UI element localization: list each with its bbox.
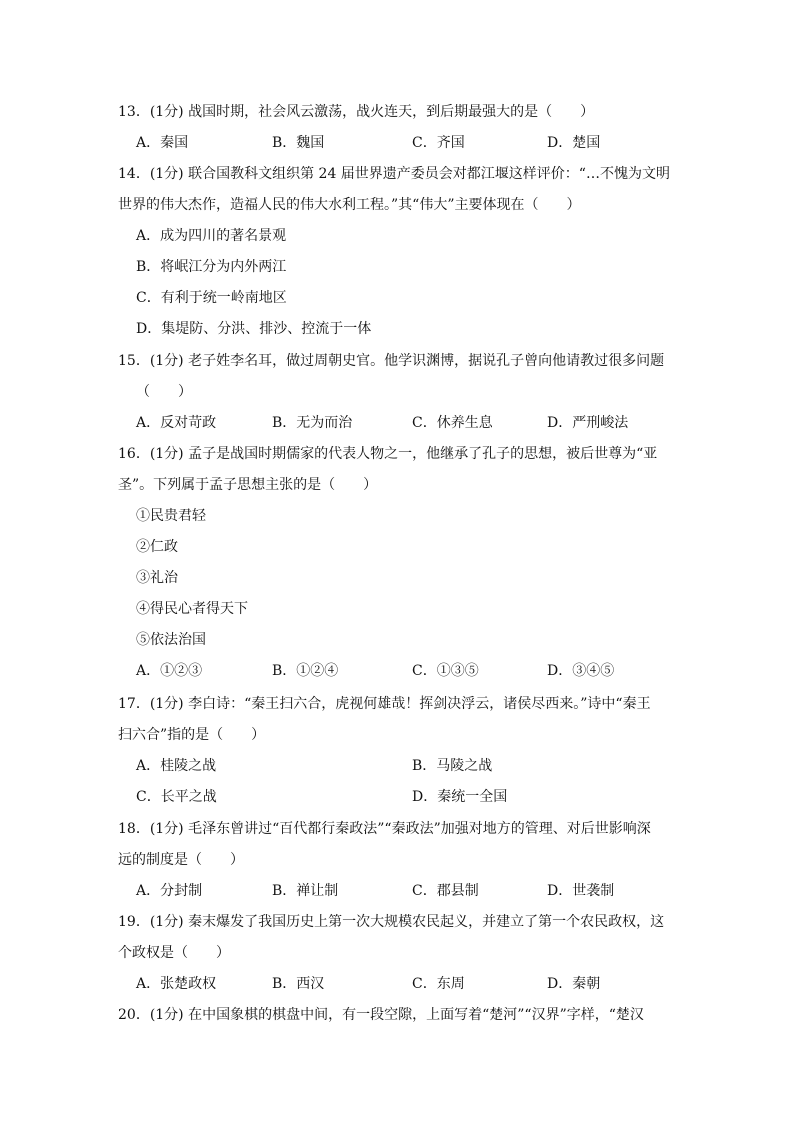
question-stem: 19．(1分) 秦末爆发了我国历史上第一次大规模农民起义，并建立了第一个农民政权，这 — [118, 914, 665, 930]
question-stem-cont: 个政权是（ ） — [118, 945, 230, 961]
option-d: D．秦朝 — [547, 976, 601, 992]
statement-item: ②仁政 — [136, 539, 178, 555]
options-row — [118, 128, 678, 159]
option-c: C．①③⑤ — [412, 663, 479, 679]
options-row — [118, 408, 678, 439]
option-c: C．郡县制 — [412, 883, 479, 899]
statement-item: ④得民心者得天下 — [136, 601, 248, 617]
options-row — [118, 876, 678, 907]
statement-item: ⑤依法治国 — [136, 632, 206, 648]
option-d: D．秦统一全国 — [412, 789, 508, 805]
option-c: C．有利于统一岭南地区 — [136, 290, 287, 306]
question-stem-cont: （ ） — [136, 384, 192, 400]
option-a: A．①②③ — [136, 663, 203, 679]
question-stem: 13．(1分) 战国时期，社会风云激荡，战火连天，到后期最强大的是（ ） — [118, 104, 595, 120]
option-d: D．严刑峻法 — [547, 415, 629, 431]
question-stem: 18．(1分) 毛泽东曾讲过“百代都行秦政法”“秦政法”加强对地方的管理、对后世影响深 — [118, 821, 651, 837]
options-row — [118, 751, 678, 782]
option-b: B．魏国 — [272, 135, 325, 151]
option-c: C．齐国 — [412, 135, 465, 151]
option-b: B．将岷江分为内外两江 — [136, 259, 287, 275]
option-b: B．无为而治 — [272, 415, 353, 431]
option-b: B．①②④ — [272, 663, 339, 679]
option-c: C．长平之战 — [136, 789, 217, 805]
option-d: D．世袭制 — [547, 883, 615, 899]
option-d: D．楚国 — [547, 135, 601, 151]
options-row — [118, 782, 678, 813]
option-a: A．秦国 — [136, 135, 189, 151]
statement-item: ①民贵君轻 — [136, 508, 206, 524]
option-a: A．反对苛政 — [136, 415, 217, 431]
option-c: C．休养生息 — [412, 415, 493, 431]
statement-item: ③礼治 — [136, 570, 178, 586]
option-a: A．成为四川的著名景观 — [136, 228, 287, 244]
question-16 — [118, 439, 678, 687]
question-stem: 17．(1分) 李白诗：“秦王扫六合，虎视何雄哉！挥剑决浮云，诸侯尽西来。”诗中“秦王 — [118, 696, 651, 712]
options-row — [118, 969, 678, 1000]
option-d: D．③④⑤ — [547, 663, 615, 679]
question-18 — [118, 814, 678, 907]
option-a: A．分封制 — [136, 883, 203, 899]
question-17 — [118, 689, 678, 813]
question-stem-cont: 世界的伟大杰作，造福人民的伟大水利工程。”其“伟大”主要体现在（ ） — [118, 197, 581, 213]
option-a: A．桂陵之战 — [136, 758, 217, 774]
option-a: A．张楚政权 — [136, 976, 217, 992]
option-b: B．禅让制 — [272, 883, 339, 899]
option-d: D．集堤防、分洪、排沙、控流于一体 — [136, 321, 372, 337]
question-19 — [118, 907, 678, 1000]
question-stem-cont: 远的制度是（ ） — [118, 852, 244, 868]
question-stem-cont: 扫六合”指的是（ ） — [118, 727, 266, 743]
question-stem: 15．(1分) 老子姓李名耳，做过周朝史官。他学识渊博，据说孔子曾向他请教过很多问题 — [118, 353, 665, 369]
question-20 — [118, 1000, 678, 1031]
question-stem: 16．(1分) 孟子是战国时期儒家的代表人物之一，他继承了孔子的思想，被后世尊为“亚 — [118, 446, 658, 462]
question-14 — [118, 159, 678, 345]
question-13 — [118, 97, 678, 159]
question-stem: 20．(1分) 在中国象棋的棋盘中间，有一段空隙，上面写着“楚河”“汉界”字样，“楚汉 — [118, 1007, 644, 1023]
question-15 — [118, 346, 678, 439]
option-b: B．马陵之战 — [412, 758, 493, 774]
option-c: C．东周 — [412, 976, 465, 992]
options-row — [118, 656, 678, 687]
option-b: B．西汉 — [272, 976, 325, 992]
question-stem-cont: 圣”。下列属于孟子思想主张的是（ ） — [118, 477, 378, 493]
question-stem: 14．(1分) 联合国教科文组织第 24 届世界遗产委员会对都江堰这样评价：“…不愧为文明 — [118, 166, 670, 182]
